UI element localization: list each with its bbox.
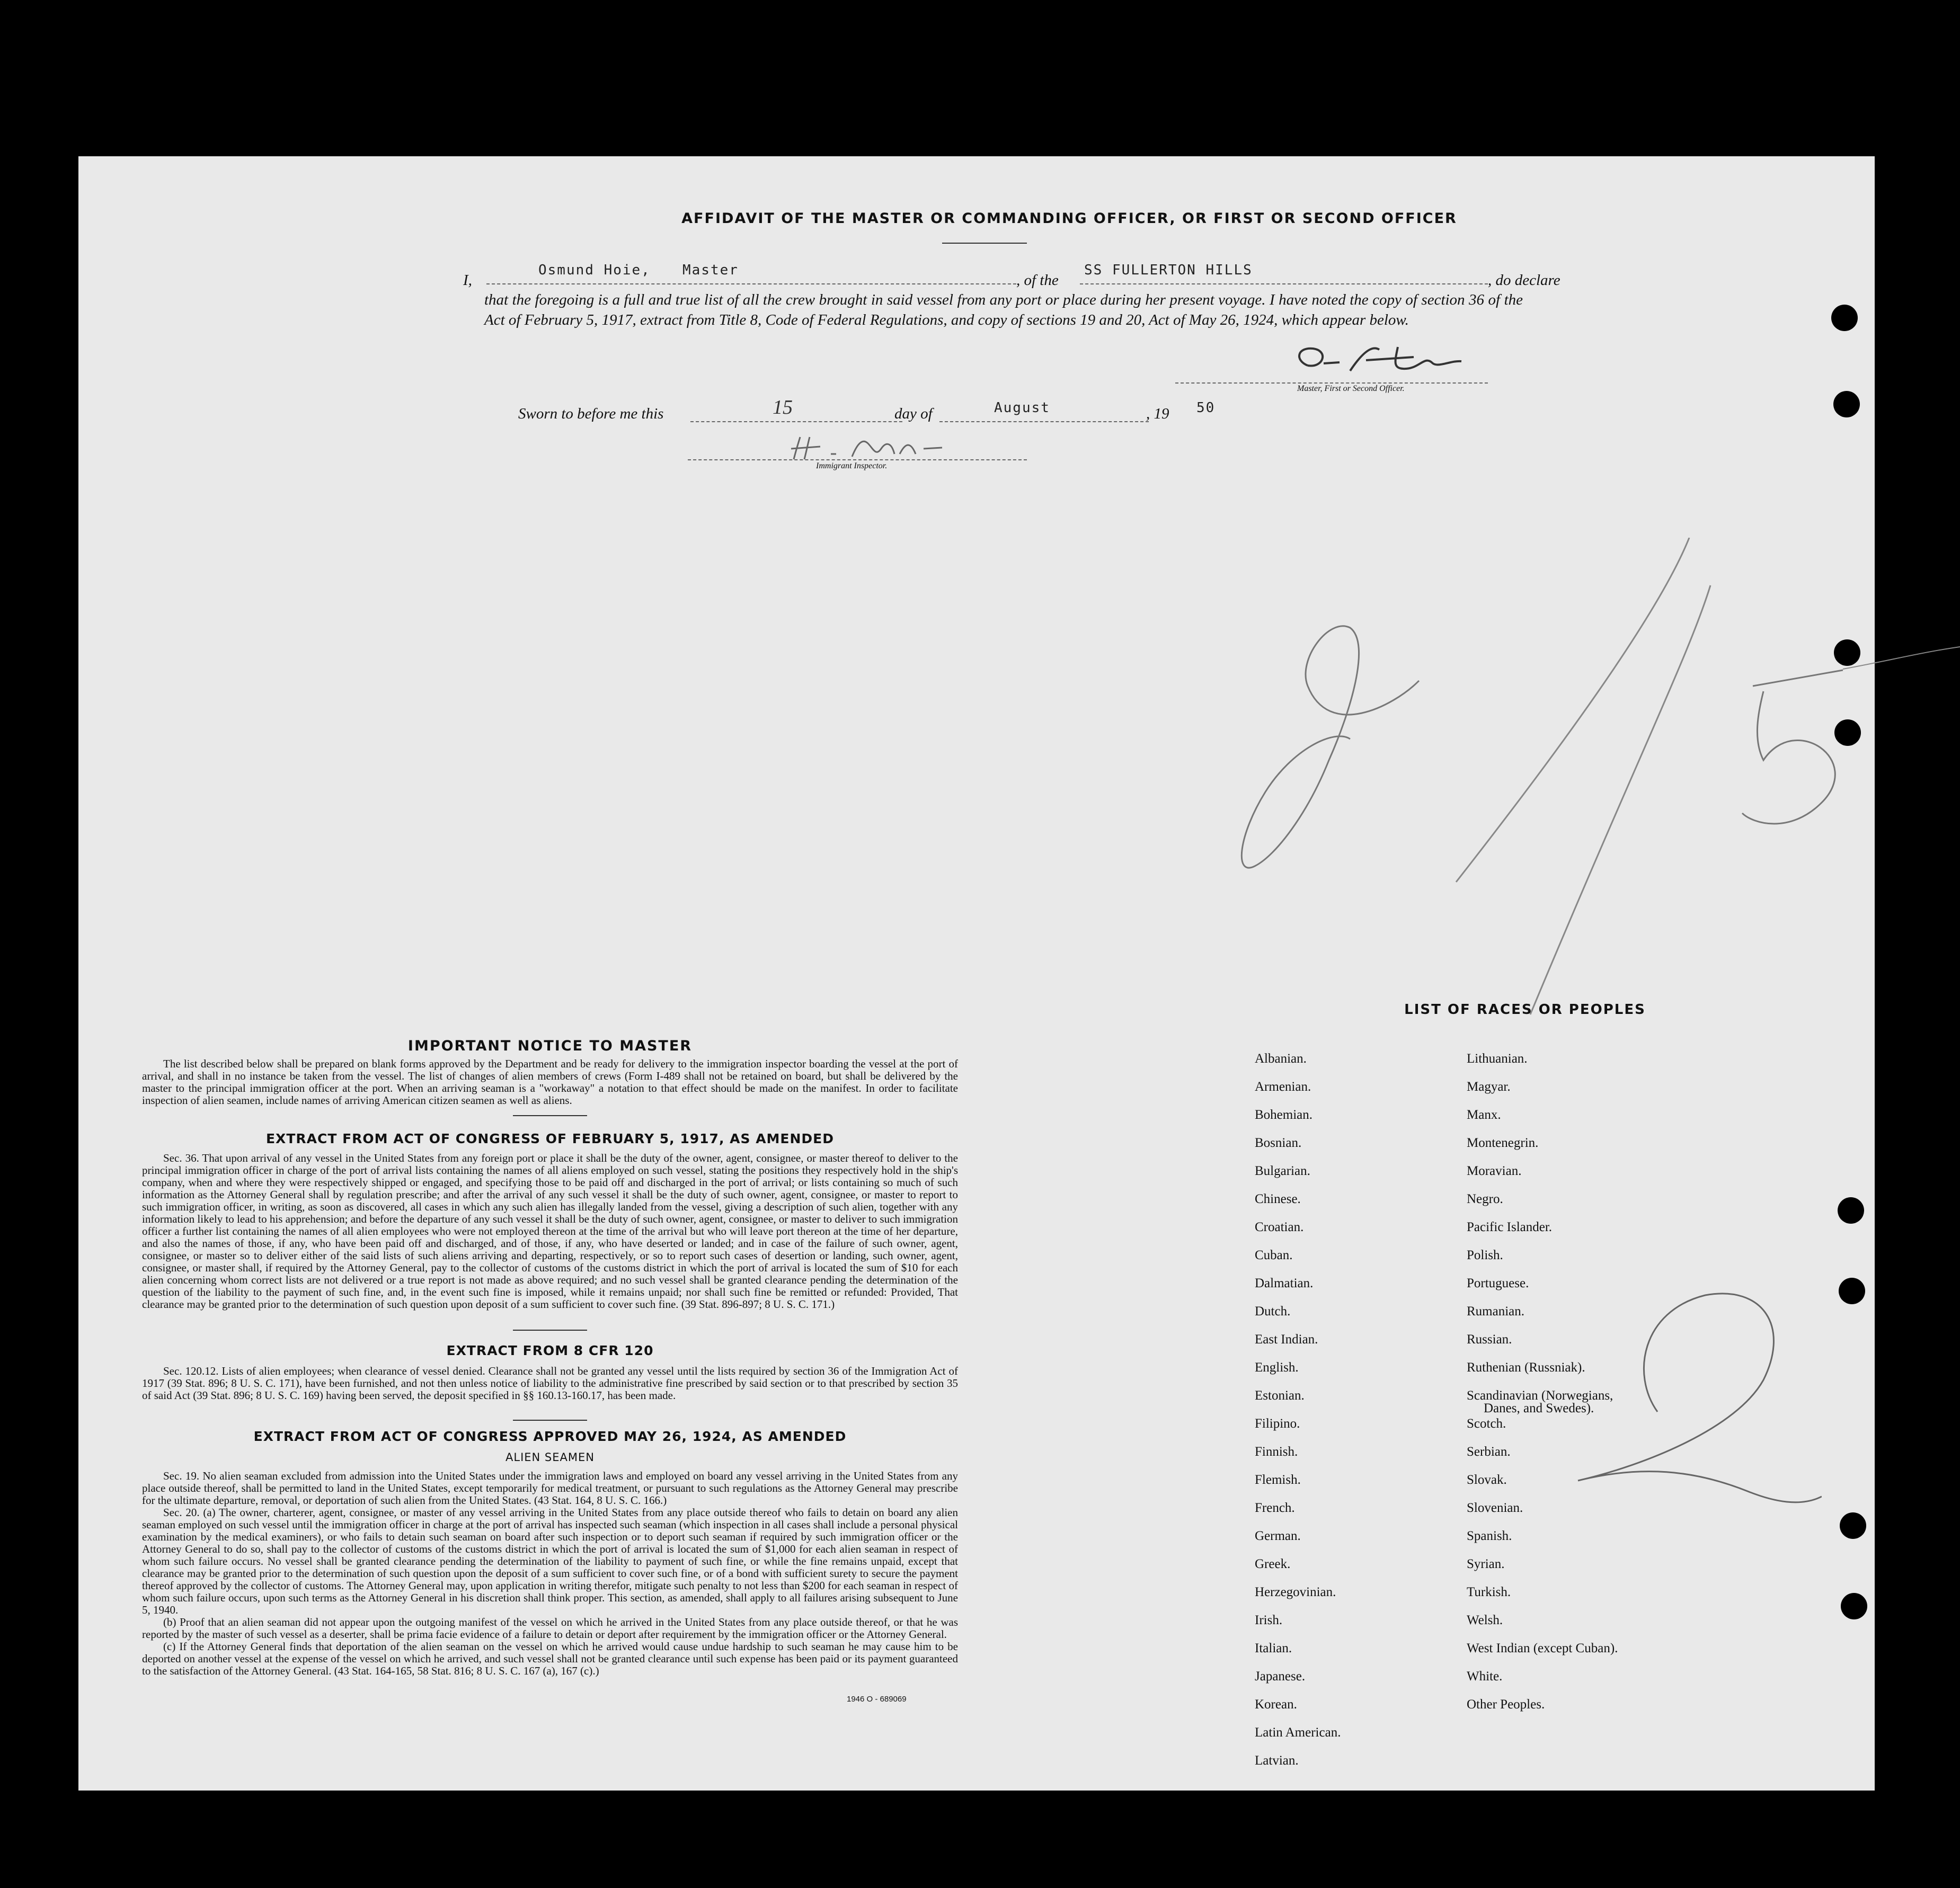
race-item: Rumanian. bbox=[1467, 1304, 1525, 1319]
race-item: English. bbox=[1255, 1360, 1299, 1375]
year-value: 50 bbox=[1196, 400, 1216, 416]
affidavit-title: AFFIDAVIT OF THE MASTER OR COMMANDING OFFICER, OR FIRST OR SECOND OFFICER bbox=[681, 210, 1457, 227]
race-item: Montenegrin. bbox=[1467, 1136, 1539, 1150]
race-item: Italian. bbox=[1255, 1641, 1292, 1655]
race-item: Korean. bbox=[1255, 1697, 1297, 1712]
race-item: Spanish. bbox=[1467, 1529, 1512, 1543]
vessel-name: SS FULLERTON HILLS bbox=[1084, 262, 1253, 278]
race-item: Lithuanian. bbox=[1467, 1052, 1528, 1066]
extract-1917-body: Sec. 36. That upon arrival of any vessel in the United States from any foreign port or place it shall be the duty of the owner, agent, consignee, or master thereof to deliver to the principal immigration officer in charge of the port of arrival lists containing the names of all aliens employed on such vessel, stating the positions they respectively hold in the ship's company, when and where they were respectively shipped or engaged, and specifying those to be paid off and discharged in the port of arrival; or lists containing so much of such information as the Attorney General shall by regulation prescribe; and after the arrival of any such vessel it shall be the duty of such owner, agent, consignee, or master to report to such immigration officer, in writing, as soon as discovered, all cases in which any such alien has illegally landed from the vessel, giving a description of such alien, together with any information likely to lead to his apprehension; and before the departure of any such vessel it shall be the duty of such owner, agent, consignee, or master to deliver to such immigration officer a further list containing the names of all alien employees who were not employed thereon at the time of the arrival but who will leave port thereon at the time of her departure, and also the names of those, if any, who have been paid off and discharged, and of those, if any, who have deserted or landed; and in case of the failure of such owner, agent, consignee, or master so to deliver either of the said lists of such aliens arriving and departing, respectively, or so to report such cases of desertion or landing, such owner, agent, consignee, or master shall, if required by the Attorney General, pay to the collector of customs of the customs district in which the port of arrival is located the sum of $10 for each alien concerning whom correct lists are not delivered or a true report is not made as above required; and no such vessel shall be granted clearance pending the determination of the question of the liability to the payment of such fine, and, in the event such fine is imposed, while it remains unpaid; nor shall such fine be remitted or refunded: Provided, That clearance may be granted prior to the determination of such question upon deposit of a sum sufficient to cover such fine. (39 Stat. 896-897; 8 U. S. C. 171.) bbox=[142, 1152, 958, 1311]
title-rule bbox=[942, 243, 1027, 244]
handwritten-date-mark bbox=[1234, 538, 1960, 1078]
signature-caption: Master, First or Second Officer. bbox=[1297, 384, 1405, 393]
race-item: Slovak. bbox=[1467, 1473, 1507, 1487]
race-item: Negro. bbox=[1467, 1192, 1503, 1206]
document-page bbox=[78, 156, 1875, 1791]
race-item: Filipino. bbox=[1255, 1417, 1300, 1431]
punch-hole bbox=[1831, 305, 1858, 331]
punch-hole bbox=[1840, 1512, 1866, 1539]
extract-cfr-body: Sec. 120.12. Lists of alien employees; when clearance of vessel denied. Clearance shall not be granted any vessel until the lists required by section 36 of the Immigration Act of 1917 (39 Stat. 896; 8 U. S. C. 171), have been furnished, and not then unless notice of liability to the administrative fine prescribed by said section or to that prescribed by section 35 of said Act (39 Stat. 896; 8 U. S. C. 169) having been served, the deposit specified in §§ 160.13-160.17, has been made. bbox=[142, 1365, 958, 1402]
extract-1917-title: EXTRACT FROM ACT OF CONGRESS OF FEBRUARY 5, 1917, AS AMENDED bbox=[265, 1131, 835, 1146]
race-item: Bosnian. bbox=[1255, 1136, 1302, 1150]
race-item: Bulgarian. bbox=[1255, 1164, 1310, 1178]
print-code: 1946 O - 689069 bbox=[847, 1695, 907, 1704]
extract-1924-body bbox=[142, 1470, 958, 1677]
signature-line bbox=[1175, 382, 1488, 384]
extract-1924-title: EXTRACT FROM ACT OF CONGRESS APPROVED MAY 26, 1924, AS AMENDED bbox=[253, 1429, 847, 1444]
race-item: Danes, and Swedes). bbox=[1484, 1401, 1594, 1415]
day-value: 15 bbox=[773, 396, 793, 418]
race-item: Flemish. bbox=[1255, 1473, 1301, 1487]
race-item: Syrian. bbox=[1467, 1557, 1505, 1571]
race-item: Irish. bbox=[1255, 1613, 1283, 1627]
race-item: Scotch. bbox=[1467, 1417, 1506, 1431]
notice-title: IMPORTANT NOTICE TO MASTER bbox=[407, 1038, 693, 1054]
extract-cfr-title: EXTRACT FROM 8 CFR 120 bbox=[446, 1343, 654, 1358]
race-item: Cuban. bbox=[1255, 1248, 1293, 1262]
punch-hole bbox=[1841, 1593, 1867, 1619]
race-item: Armenian. bbox=[1255, 1080, 1311, 1094]
sworn-label: Sworn to before me this bbox=[518, 405, 664, 422]
race-item: Albanian. bbox=[1255, 1052, 1307, 1066]
races-title: LIST OF RACES OR PEOPLES bbox=[1404, 1002, 1646, 1018]
punch-hole bbox=[1838, 1197, 1864, 1224]
race-item: Latin American. bbox=[1255, 1725, 1341, 1740]
race-item: Welsh. bbox=[1467, 1613, 1503, 1627]
vessel-line bbox=[1080, 283, 1488, 284]
race-item: Moravian. bbox=[1467, 1164, 1522, 1178]
race-item: Japanese. bbox=[1255, 1669, 1306, 1684]
i-label: I, bbox=[463, 272, 472, 289]
do-declare-label: , do declare bbox=[1488, 272, 1560, 289]
inspector-line bbox=[688, 459, 1027, 460]
race-item: Portuguese. bbox=[1467, 1276, 1529, 1290]
race-item: Finnish. bbox=[1255, 1445, 1298, 1459]
race-item: Dalmatian. bbox=[1255, 1276, 1314, 1290]
race-item: Chinese. bbox=[1255, 1192, 1301, 1206]
race-item: East Indian. bbox=[1255, 1332, 1318, 1347]
race-item: White. bbox=[1467, 1669, 1503, 1684]
inspector-caption: Immigrant Inspector. bbox=[816, 461, 888, 470]
race-item: Serbian. bbox=[1467, 1445, 1511, 1459]
race-item: Magyar. bbox=[1467, 1080, 1511, 1094]
master-signature bbox=[1292, 339, 1536, 381]
race-item: Scandinavian (Norwegians, bbox=[1467, 1388, 1613, 1403]
race-item: Ruthenian (Russniak). bbox=[1467, 1360, 1585, 1375]
sec-20c: (c) If the Attorney General finds that deportation of the alien seaman on the vessel on which he arrived would cause undue hardship to such seaman he may cause him to be deported on another vessel at the expense of the vessel on which he arrived, and such vessel shall not be granted clearance until such expense has been paid or its payment guaranteed to the satisfaction of the Attorney General. (43 Stat. 164-165, 58 Stat. 816; 8 U. S. C. 167 (a), 167 (c).) bbox=[142, 1640, 958, 1677]
punch-hole bbox=[1839, 1278, 1865, 1304]
race-item: Other Peoples. bbox=[1467, 1697, 1545, 1712]
day-of-label: day of bbox=[894, 405, 933, 422]
race-item: Polish. bbox=[1467, 1248, 1503, 1262]
race-item: Turkish. bbox=[1467, 1585, 1511, 1599]
race-item: Greek. bbox=[1255, 1557, 1291, 1571]
race-item: French. bbox=[1255, 1501, 1295, 1515]
name-line bbox=[486, 283, 1016, 284]
master-name: Osmund Hoie, bbox=[538, 262, 651, 278]
race-item: Slovenian. bbox=[1467, 1501, 1523, 1515]
extract-1917-rule bbox=[513, 1330, 587, 1331]
notice-body: The list described below shall be prepared on blank forms approved by the Department and be ready for delivery to the immigration inspector boarding the vessel at the port of arrival, and shall in no instance be taken from the vessel. The list of changes of alien members of crews (Form I-489 shall not be retained on board, but shall be delivered by the master to the principal immigration officer at the port. When an arriving seaman is a "workaway" a notation to that effect should be made on the manifest. In order to facilitate inspection of alien seamen, include names of arriving American citizen seamen as well as aliens. bbox=[142, 1057, 958, 1107]
race-item: German. bbox=[1255, 1529, 1301, 1543]
extract-1924-subtitle: ALIEN SEAMEN bbox=[505, 1451, 595, 1464]
sec-19: Sec. 19. No alien seaman excluded from admission into the United States under the immigration laws and employed on board any vessel arriving in the United States from any place outside thereof, shall be permitted to land in the United States, except temporarily for medical treatment, or pursuant to such regulations as the Attorney General may prescribe for the ultimate departure, removal, or deportation of such alien from the United States. (43 Stat. 164, 8 U. S. C. 166.) bbox=[142, 1470, 958, 1507]
race-item: West Indian (except Cuban). bbox=[1467, 1641, 1618, 1655]
race-item: Herzegovinian. bbox=[1255, 1585, 1336, 1599]
of-the-label: , of the bbox=[1016, 272, 1059, 289]
affidavit-body: that the foregoing is a full and true list of all the crew brought in said vessel from any port or place during her present voyage. I have noted the copy of section 36 of the Act of February 5, 1917, extract from Title 8, Code of Federal Regulations, and copy of sections 19 and 20, Act of May 26, 1924, which appear below. bbox=[484, 291, 1523, 328]
race-item: Pacific Islander. bbox=[1467, 1220, 1553, 1234]
race-item: Latvian. bbox=[1255, 1753, 1299, 1768]
day-line bbox=[690, 421, 902, 422]
race-item: Manx. bbox=[1467, 1108, 1501, 1122]
race-item: Russian. bbox=[1467, 1332, 1512, 1347]
race-item: Estonian. bbox=[1255, 1388, 1305, 1403]
race-item: Bohemian. bbox=[1255, 1108, 1313, 1122]
race-item: Dutch. bbox=[1255, 1304, 1291, 1319]
month-line bbox=[939, 421, 1149, 422]
sec-20b: (b) Proof that an alien seaman did not appear upon the outgoing manifest of the vessel on which he arrived in the United States from any place outside thereof, or that he was reported by the master of such vessel as a deserter, shall be prima facie evidence of a failure to detain or deport after requirement by the immigration officer or the Attorney General. bbox=[142, 1616, 958, 1641]
master-rank: Master bbox=[682, 262, 739, 278]
month-value: August bbox=[994, 400, 1050, 416]
punch-hole bbox=[1833, 391, 1860, 417]
extract-cfr-rule bbox=[513, 1420, 587, 1421]
year-label: , 19 bbox=[1146, 405, 1169, 422]
race-item: Croatian. bbox=[1255, 1220, 1304, 1234]
notice-rule bbox=[513, 1115, 587, 1116]
sec-20a: Sec. 20. (a) The owner, charterer, agent, consignee, or master of any vessel arriving in the United States from any place outside thereof who fails to detain on board any alien seaman employed on such vessel until the immigration officer in charge at the port of arrival has inspected such seaman (which inspection in all cases shall include a personal physical examination by the medical examiners), or who fails to detain such seaman on board after such inspection or to deport such seaman if required by such immigration officer or the Attorney General to do so, shall pay to the collector of customs of the customs district in which the port of arrival is located the sum of $1,000 for each alien seaman in respect of whom such failure occurs. No vessel shall be granted clearance pending the determination of the liability to payment of such fine, or while the fine remains unpaid, except that clearance may be granted prior to the determination of such question upon the deposit of a sum sufficient to cover such fine, or of a bond with sufficient surety to secure the payment thereof approved by the collector of customs. The Attorney General may, upon application in writing therefor, mitigate such penalty to not less than $200 for each seaman in respect of whom such failure occurs, upon such terms as the Attorney General in his discretion shall think proper. This section, as amended, shall apply to all failures arising subsequent to June 5, 1940. bbox=[142, 1506, 958, 1616]
